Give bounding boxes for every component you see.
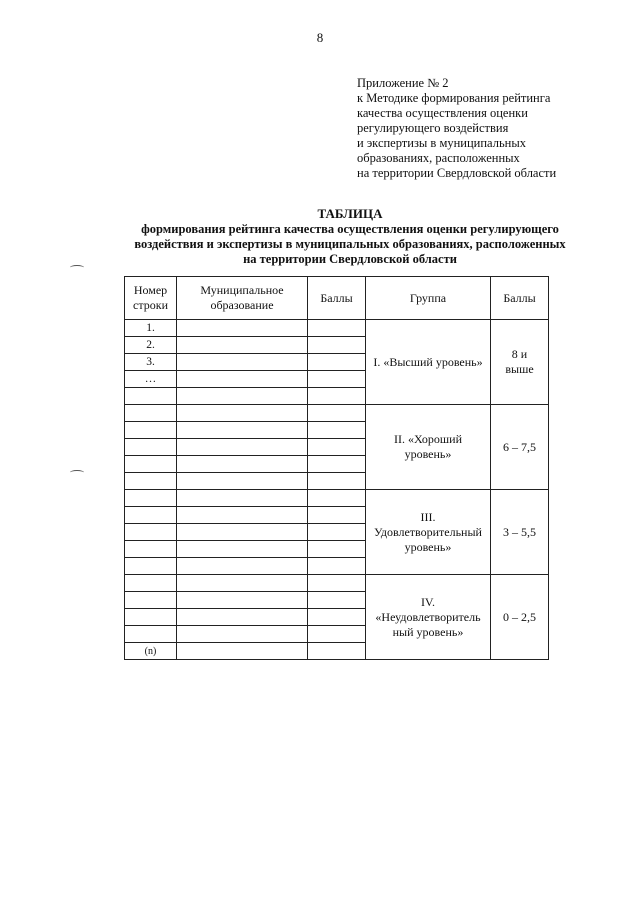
annex-line: качества осуществления оценки (357, 106, 528, 120)
points-cell (308, 320, 366, 337)
table-row (125, 575, 549, 592)
header-row-number: Номер строки (125, 277, 177, 320)
municipality-cell (177, 337, 308, 354)
margin-mark (70, 470, 84, 475)
row-number: 2. (125, 337, 177, 354)
rating-table (124, 276, 549, 660)
group-cell: II. «Хороший уровень» (366, 405, 491, 490)
row-number: … (125, 371, 177, 388)
municipality-cell (177, 354, 308, 371)
annex-line: образованиях, расположенных (357, 151, 520, 165)
annex-line: на территории Свердловской области (357, 166, 557, 180)
group-cell: III. Удовлетворительный уровень» (366, 490, 491, 575)
municipality-cell (177, 320, 308, 337)
page-number: 8 (316, 30, 324, 45)
header-group: Группа (366, 277, 491, 320)
group-points-cell: 3 – 5,5 (491, 490, 549, 575)
municipality-cell (177, 388, 308, 405)
table-header-row (125, 277, 549, 320)
annex-line: к Методике формирования рейтинга (357, 91, 551, 105)
group-cell: I. «Высший уровень» (366, 320, 491, 405)
margin-mark (70, 265, 84, 270)
title: ТАБЛИЦА (317, 206, 383, 221)
row-number: 1. (125, 320, 177, 337)
header-points: Баллы (308, 277, 366, 320)
table-row (125, 320, 549, 337)
group-points-cell: 8 и выше (491, 320, 549, 405)
table-row (125, 405, 549, 422)
points-cell (308, 337, 366, 354)
subtitle-line: на территории Свердловской области (243, 252, 457, 266)
annex-header (357, 76, 577, 181)
points-cell (308, 354, 366, 371)
row-number: 3. (125, 354, 177, 371)
points-cell (308, 371, 366, 388)
subtitle-line: формирования рейтинга качества осуществления оценки регулирующего (141, 222, 559, 236)
annex-line: регулирующего воздействия (357, 121, 509, 135)
points-cell (308, 388, 366, 405)
annex-line: и экспертизы в муниципальных (357, 136, 526, 150)
row-number (125, 388, 177, 405)
document-title (80, 206, 620, 267)
subtitle-line: воздействия и экспертизы в муниципальных образованиях, расположенных (134, 237, 566, 251)
header-municipality: Муниципальное образование (177, 277, 308, 320)
row-number: (n) (125, 643, 177, 660)
header-group-points: Баллы (491, 277, 549, 320)
annex-line: Приложение № 2 (357, 76, 449, 90)
municipality-cell (177, 371, 308, 388)
group-points-cell: 6 – 7,5 (491, 405, 549, 490)
table-row (125, 490, 549, 507)
group-cell: IV. «Неудовлетворитель ный уровень» (366, 575, 491, 660)
group-points-cell: 0 – 2,5 (491, 575, 549, 660)
